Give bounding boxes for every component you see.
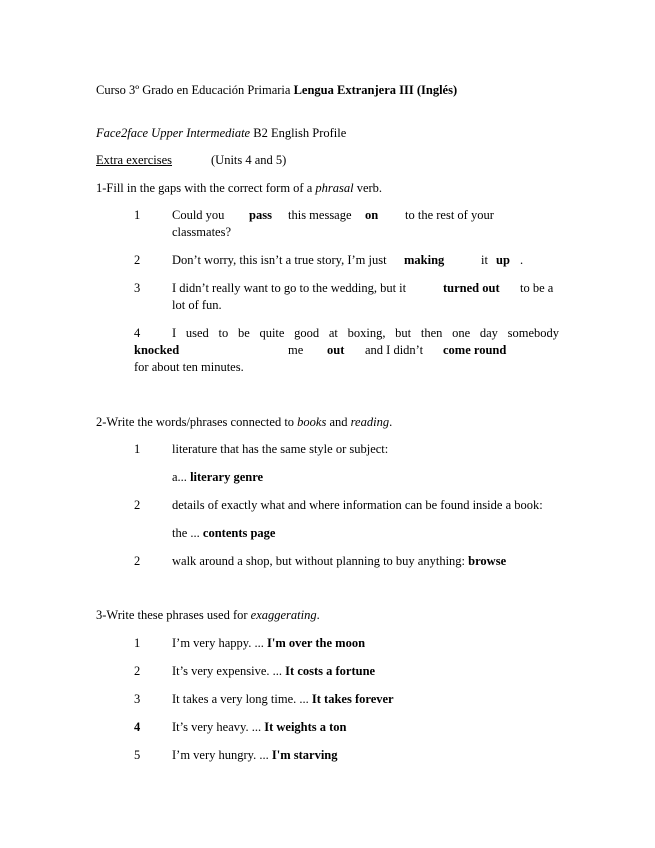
ex2-item-number: 1 bbox=[134, 442, 141, 456]
ex2-instr-and: and bbox=[329, 415, 348, 429]
ex3-item-number: 3 bbox=[134, 692, 141, 706]
ex1-item-number: 3 bbox=[134, 281, 141, 295]
ex1-item4-text2: me bbox=[288, 343, 304, 357]
ex3-item-number: 4 bbox=[134, 720, 141, 734]
ex2-item1-answer-line bbox=[172, 470, 263, 485]
ex2-instr-italic1: books bbox=[297, 415, 327, 429]
ex2-item-number: 2 bbox=[134, 498, 141, 512]
ex2-instr-pre: 2-Write the words/phrases connected to bbox=[96, 415, 295, 429]
ex3-item1-line bbox=[172, 636, 365, 651]
ex3-instr-dot: . bbox=[316, 608, 320, 622]
ex3-item-number: 1 bbox=[134, 636, 141, 650]
ex3-item1-answer: I'm over the moon bbox=[267, 636, 366, 650]
units-label: (Units 4 and 5) bbox=[211, 153, 287, 167]
ex1-item4-text: I used to be quite good at boxing, but then one day somebody bbox=[172, 326, 559, 340]
ex1-item-number: 2 bbox=[134, 253, 141, 267]
extra-exercises-label: Extra exercises bbox=[96, 153, 173, 167]
ex1-item3-text2: to be a bbox=[520, 281, 554, 295]
ex2-item1-text: literature that has the same style or subject: bbox=[172, 442, 389, 456]
ex2-item3-answer: browse bbox=[468, 554, 507, 568]
exercise-1-instructions bbox=[96, 181, 382, 196]
course-header-text: Curso 3º Grado en Educación Primaria bbox=[96, 83, 291, 97]
ex1-item3-answer1: turned out bbox=[443, 281, 500, 295]
ex3-item2-line bbox=[172, 664, 375, 679]
ex1-item4-answer2: out bbox=[327, 343, 345, 357]
ex2-item2-answer-line bbox=[172, 526, 275, 541]
ex1-item1-answer1: pass bbox=[249, 208, 272, 222]
ex1-item2-text: Don’t worry, this isn’t a true story, I’m just bbox=[172, 253, 387, 267]
ex2-item3-text: walk around a shop, but without planning to buy anything: bbox=[172, 554, 466, 568]
ex1-instr-post: verb. bbox=[356, 181, 383, 195]
ex2-item2-answer: contents page bbox=[202, 526, 276, 540]
ex3-item2-answer: It costs a fortune bbox=[285, 664, 376, 678]
ex3-item3-answer: It takes forever bbox=[311, 692, 394, 706]
ex1-item4-answer1: knocked bbox=[134, 343, 180, 357]
ex2-item1-answer-prefix: a... bbox=[172, 470, 187, 484]
ex1-item4-text4: for about ten minutes. bbox=[134, 360, 244, 374]
ex3-item2-text: It’s very expensive. ... bbox=[172, 664, 283, 678]
ex1-item2-answer1: making bbox=[404, 253, 445, 267]
ex2-item3-line bbox=[172, 554, 506, 569]
ex1-item-number: 1 bbox=[134, 208, 141, 222]
book-level: B2 English Profile bbox=[253, 126, 347, 140]
book-title-line bbox=[96, 126, 346, 141]
ex2-instr-dot: . bbox=[389, 415, 393, 429]
ex3-instr-pre: 3-Write these phrases used for bbox=[96, 608, 248, 622]
ex3-item1-text: I’m very happy. ... bbox=[172, 636, 264, 650]
ex3-item-number: 2 bbox=[134, 664, 141, 678]
ex1-item4-answer3: come round bbox=[443, 343, 507, 357]
ex1-item4-text3: and I didn’t bbox=[365, 343, 424, 357]
ex1-item1-answer2: on bbox=[365, 208, 379, 222]
ex3-item5-text: I’m very hungry. ... bbox=[172, 748, 269, 762]
ex2-item2-text: details of exactly what and where information can be found inside a book: bbox=[172, 498, 543, 512]
course-subject: Lengua Extranjera III (Inglés) bbox=[293, 83, 458, 97]
ex3-item5-answer: I'm starving bbox=[271, 748, 338, 762]
ex1-item2-text2: it bbox=[481, 253, 488, 267]
ex3-item-number: 5 bbox=[134, 748, 141, 762]
ex1-item1-text3: to the rest of your bbox=[405, 208, 494, 222]
ex3-item4-line bbox=[172, 720, 347, 735]
exercise-2-instructions bbox=[96, 415, 392, 430]
ex3-item4-answer: It weights a ton bbox=[264, 720, 347, 734]
ex1-item1-text4: classmates? bbox=[172, 225, 232, 239]
ex3-instr-italic: exaggerating bbox=[250, 608, 317, 622]
ex2-instr-italic2: reading bbox=[350, 415, 390, 429]
ex1-item-number: 4 bbox=[134, 326, 141, 340]
ex1-instr-pre: 1-Fill in the gaps with the correct form of a bbox=[96, 181, 313, 195]
exercise-3-instructions bbox=[96, 608, 320, 623]
ex1-item1-text: Could you bbox=[172, 208, 225, 222]
course-header bbox=[96, 83, 457, 98]
ex1-item3-text: I didn’t really want to go to the wedding, but it bbox=[172, 281, 407, 295]
ex1-item1-text2: this message bbox=[288, 208, 352, 222]
ex3-item3-line bbox=[172, 692, 394, 707]
ex2-item2-answer-prefix: the ... bbox=[172, 526, 200, 540]
ex2-item-number: 2 bbox=[134, 554, 141, 568]
book-title: Face2face Upper Intermediate bbox=[96, 126, 251, 140]
ex3-item5-line bbox=[172, 748, 338, 763]
ex3-item4-text: It’s very heavy. ... bbox=[172, 720, 262, 734]
ex1-item3-text3: lot of fun. bbox=[172, 298, 222, 312]
ex3-item3-text: It takes a very long time. ... bbox=[172, 692, 309, 706]
ex1-item2-answer2: up bbox=[496, 253, 510, 267]
ex1-item2-text3: . bbox=[520, 253, 524, 267]
ex2-item1-answer: literary genre bbox=[190, 470, 264, 484]
ex1-instr-italic: phrasal bbox=[315, 181, 354, 195]
